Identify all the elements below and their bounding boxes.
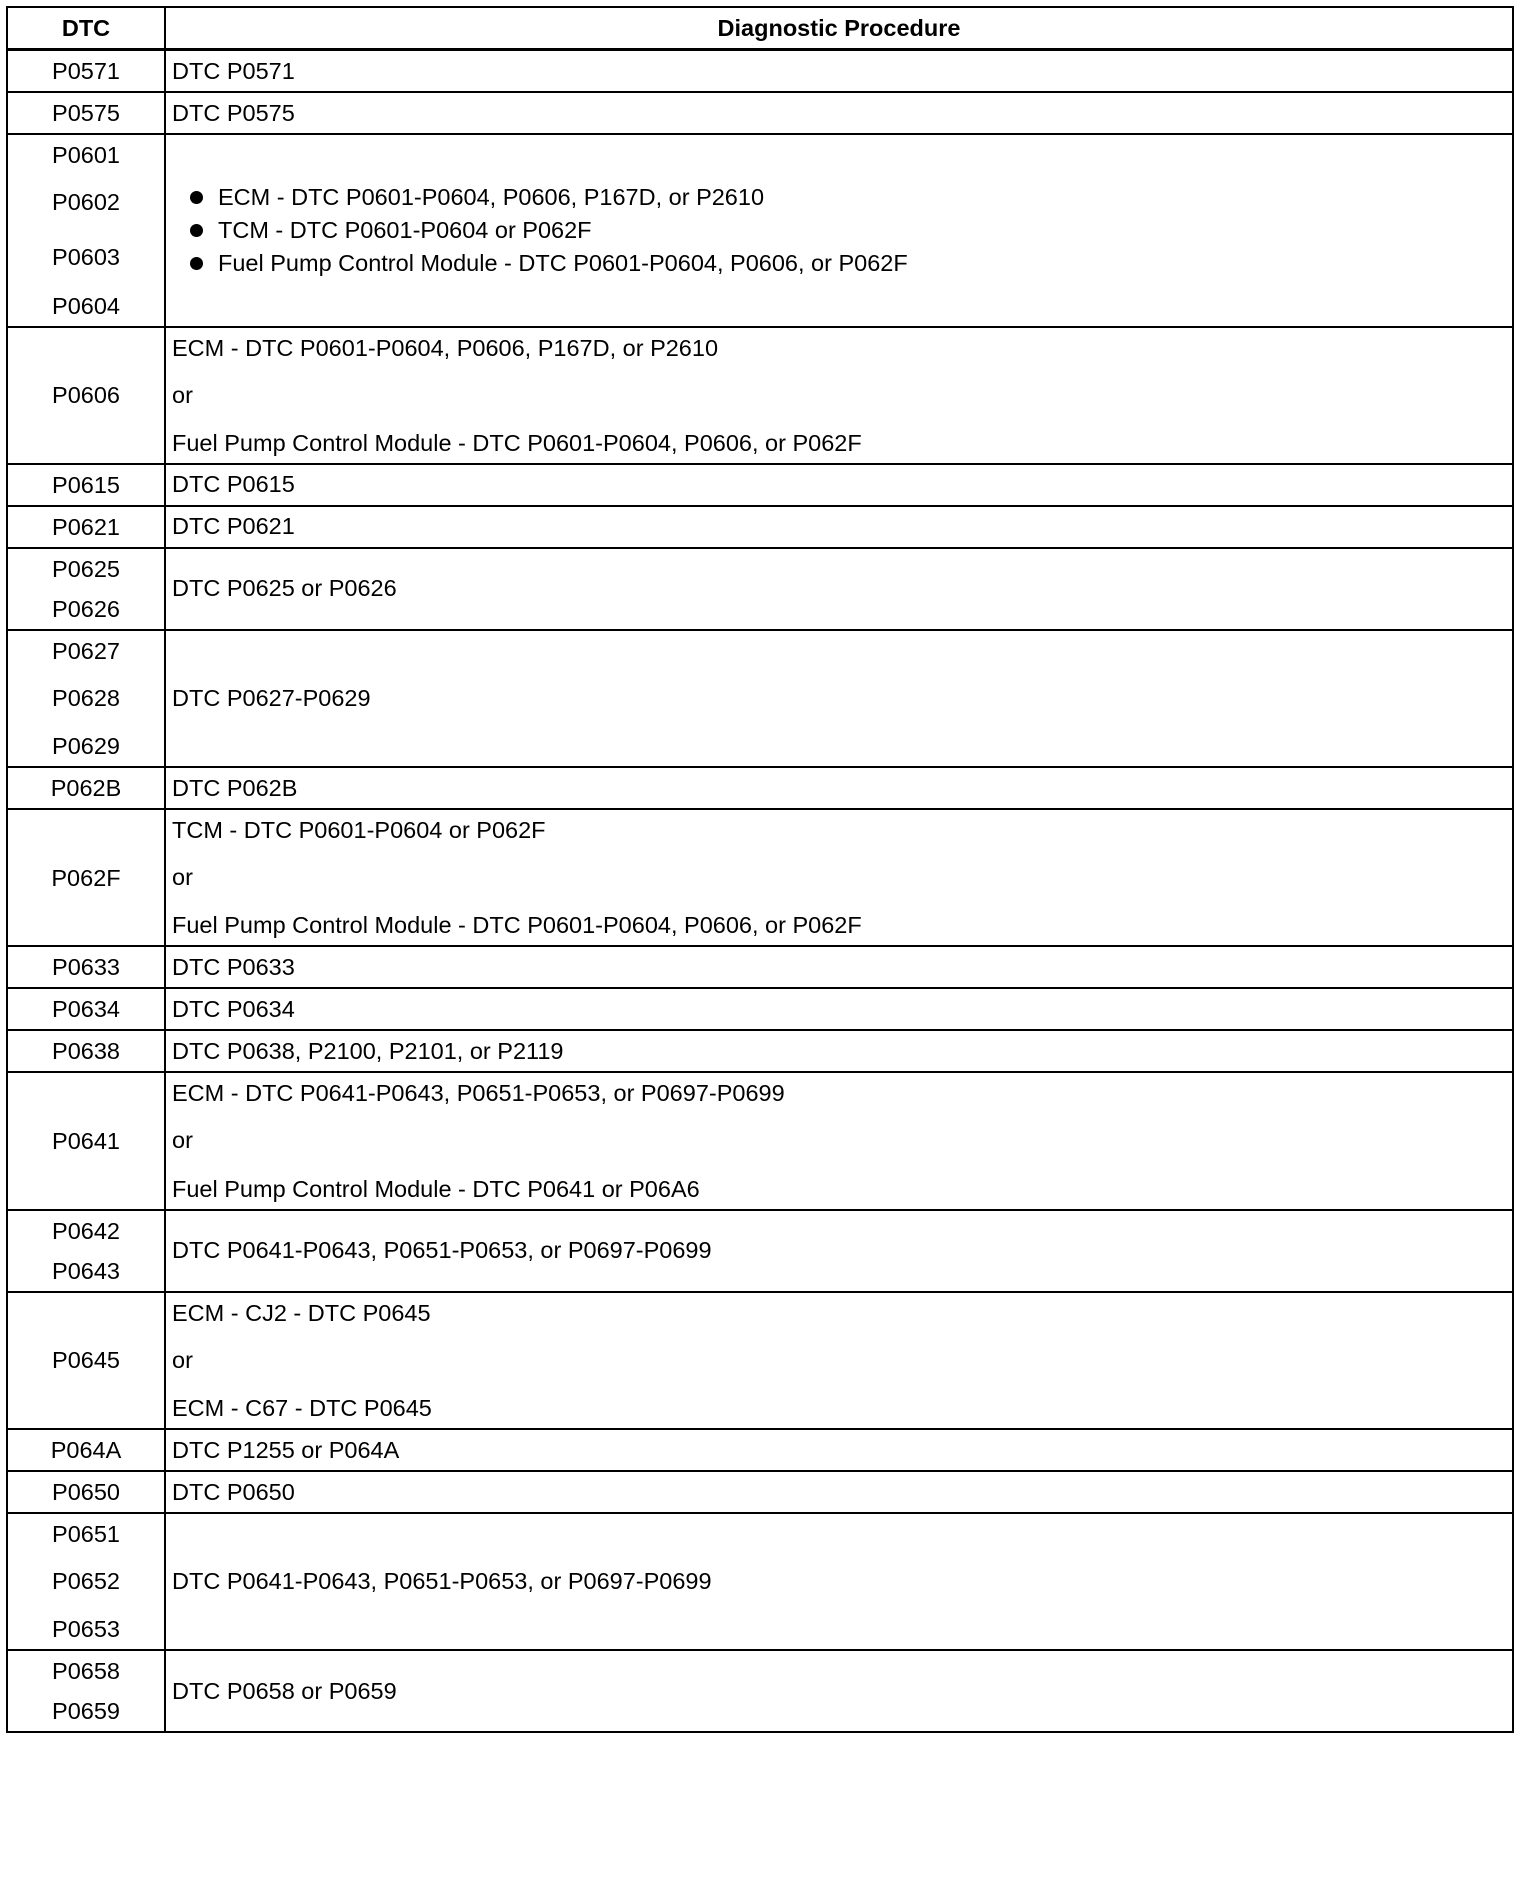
procedure-cell: [165, 464, 1513, 506]
dtc-cell: [7, 548, 165, 630]
dtc-code: P0652: [52, 1568, 120, 1595]
procedure-cell: [165, 1030, 1513, 1072]
procedure-cell: [165, 506, 1513, 548]
procedure-text: DTC P0641-P0643, P0651-P0653, or P0697-P0699: [172, 1237, 712, 1264]
dtc-code: P0645: [52, 1347, 120, 1374]
procedure-cell: [165, 1429, 1513, 1471]
table-row: [7, 809, 1513, 946]
procedure-cell: [165, 92, 1513, 134]
procedure-cell: [165, 1292, 1513, 1429]
dtc-cell: [7, 327, 165, 464]
dtc-code: P0571: [52, 58, 120, 84]
dtc-cell: [7, 1513, 165, 1650]
procedure-text: ECM - DTC P0641-P0643, P0651-P0653, or P0697-P0699: [172, 1080, 785, 1107]
table-row: [7, 988, 1513, 1030]
procedure-or: or: [172, 864, 193, 891]
procedure-text: DTC P0638, P2100, P2101, or P2119: [172, 1037, 564, 1064]
dtc-code: P0638: [52, 1038, 120, 1065]
dtc-code: P0575: [52, 100, 120, 126]
procedure-cell: [165, 809, 1513, 946]
procedure-cell: [165, 1471, 1513, 1513]
dtc-code: P0659: [52, 1698, 120, 1725]
table-row: [7, 1513, 1513, 1650]
procedure-cell: [165, 327, 1513, 464]
dtc-code: P0625: [52, 555, 120, 582]
procedure-text: ECM - CJ2 - DTC P0645: [172, 1299, 431, 1326]
dtc-code: P0653: [52, 1616, 120, 1643]
header-dtc: DTC: [7, 7, 165, 50]
dtc-cell: [7, 1292, 165, 1429]
table-row: [7, 92, 1513, 134]
dtc-code: P0615: [52, 471, 120, 498]
dtc-cell: [7, 1650, 165, 1732]
dtc-table-container: [6, 6, 1514, 1733]
procedure-or: or: [172, 1127, 193, 1154]
procedure-text: DTC P0625 or P0626: [172, 575, 397, 602]
table-row: [7, 50, 1513, 93]
procedure-text: DTC P0650: [172, 1478, 295, 1505]
dtc-code: P062B: [50, 775, 122, 802]
dtc-cell: [7, 809, 165, 946]
dtc-code: P0602: [52, 189, 120, 215]
procedure-text: DTC P0575: [172, 99, 295, 126]
table-row: [7, 1429, 1513, 1471]
procedure-text: DTC P0571: [172, 57, 295, 84]
dtc-cell: [7, 1471, 165, 1513]
procedure-cell: [165, 134, 1513, 327]
procedure-text: DTC P0641-P0643, P0651-P0653, or P0697-P0699: [172, 1568, 712, 1595]
dtc-code: P0651: [52, 1521, 120, 1548]
procedure-text: Fuel Pump Control Module - DTC P0641 or P06A6: [172, 1175, 700, 1202]
dtc-code: P0603: [52, 244, 120, 271]
procedure-text: DTC P062B: [172, 774, 298, 801]
procedure-or: or: [172, 381, 193, 408]
dtc-cell: [7, 767, 165, 809]
procedure-cell: [165, 1072, 1513, 1209]
dtc-table: [6, 6, 1514, 1733]
dtc-code: P0604: [52, 292, 120, 319]
dtc-code: P0628: [52, 684, 120, 711]
procedure-text: DTC P0634: [172, 995, 295, 1022]
procedure-cell: [165, 1210, 1513, 1292]
dtc-code: P0634: [52, 996, 120, 1023]
dtc-code: P0621: [52, 513, 120, 540]
dtc-cell: [7, 1072, 165, 1209]
procedure-text: DTC P0627-P0629: [172, 685, 371, 712]
dtc-code: P0643: [52, 1257, 120, 1284]
procedure-cell: [165, 548, 1513, 630]
procedure-cell: [165, 767, 1513, 809]
table-row: [7, 327, 1513, 464]
dtc-code: P0641: [52, 1128, 120, 1155]
dtc-code: P0601: [52, 142, 120, 168]
dtc-code: P0642: [52, 1217, 120, 1244]
table-row: [7, 1072, 1513, 1209]
procedure-bullet-item: [190, 181, 1512, 214]
dtc-cell: [7, 1030, 165, 1072]
dtc-code: P0626: [52, 595, 120, 622]
procedure-bullet-item: [190, 214, 1512, 247]
table-row: [7, 134, 1513, 327]
table-row: [7, 1292, 1513, 1429]
procedure-bullet-list: [172, 181, 1512, 280]
procedure-text: TCM - DTC P0601-P0604 or P062F: [172, 817, 546, 844]
procedure-text: DTC P0621: [172, 513, 295, 540]
procedure-link-text: ECM - DTC P0601-P0604, P0606, P167D, or P2610: [218, 183, 765, 210]
dtc-code: P0650: [52, 1479, 120, 1506]
procedure-text: ECM - C67 - DTC P0645: [172, 1395, 432, 1422]
table-row: [7, 1030, 1513, 1072]
dtc-cell: [7, 1210, 165, 1292]
dtc-cell: [7, 946, 165, 988]
bullet-icon: [190, 257, 203, 270]
dtc-cell: [7, 464, 165, 506]
table-row: [7, 1210, 1513, 1292]
table-row: [7, 1471, 1513, 1513]
dtc-cell: [7, 630, 165, 767]
dtc-code: P0627: [52, 637, 120, 664]
table-row: [7, 548, 1513, 630]
procedure-cell: [165, 50, 1513, 93]
procedure-cell: [165, 946, 1513, 988]
dtc-code: P062F: [51, 864, 121, 891]
procedure-link-text: TCM - DTC P0601-P0604 or P062F: [218, 216, 592, 243]
procedure-cell: [165, 1650, 1513, 1732]
dtc-cell: [7, 988, 165, 1030]
procedure-link-text: Fuel Pump Control Module - DTC P0601-P0604, P0606, or P062F: [218, 249, 908, 276]
table-row: [7, 946, 1513, 988]
dtc-code: P0633: [52, 954, 120, 981]
dtc-code: P064A: [50, 1437, 122, 1464]
procedure-or: or: [172, 1346, 193, 1373]
procedure-cell: [165, 988, 1513, 1030]
table-row: [7, 1650, 1513, 1732]
dtc-code: P0658: [52, 1658, 120, 1685]
procedure-text: DTC P0658 or P0659: [172, 1677, 397, 1704]
dtc-cell: [7, 506, 165, 548]
procedure-cell: [165, 630, 1513, 767]
table-row: [7, 506, 1513, 548]
dtc-code: P0629: [52, 733, 120, 760]
procedure-text: DTC P0615: [172, 471, 295, 498]
header-row: [7, 7, 1513, 50]
procedure-text: DTC P0633: [172, 953, 295, 980]
procedure-bullet-item: [190, 247, 1512, 280]
table-body: [7, 50, 1513, 1733]
bullet-icon: [190, 224, 203, 237]
table-row: [7, 767, 1513, 809]
dtc-cell: [7, 1429, 165, 1471]
procedure-cell: [165, 1513, 1513, 1650]
dtc-cell: [7, 134, 165, 327]
dtc-code: P0606: [52, 382, 120, 409]
table-row: [7, 464, 1513, 506]
procedure-text: ECM - DTC P0601-P0604, P0606, P167D, or P2610: [172, 334, 719, 361]
dtc-cell: [7, 50, 165, 93]
procedure-text: Fuel Pump Control Module - DTC P0601-P0604, P0606, or P062F: [172, 429, 862, 456]
dtc-cell: [7, 92, 165, 134]
table-row: [7, 630, 1513, 767]
header-diagnostic-procedure: Diagnostic Procedure: [165, 7, 1513, 50]
procedure-text: DTC P1255 or P064A: [172, 1436, 400, 1463]
procedure-text: Fuel Pump Control Module - DTC P0601-P0604, P0606, or P062F: [172, 912, 862, 939]
bullet-icon: [190, 191, 203, 204]
